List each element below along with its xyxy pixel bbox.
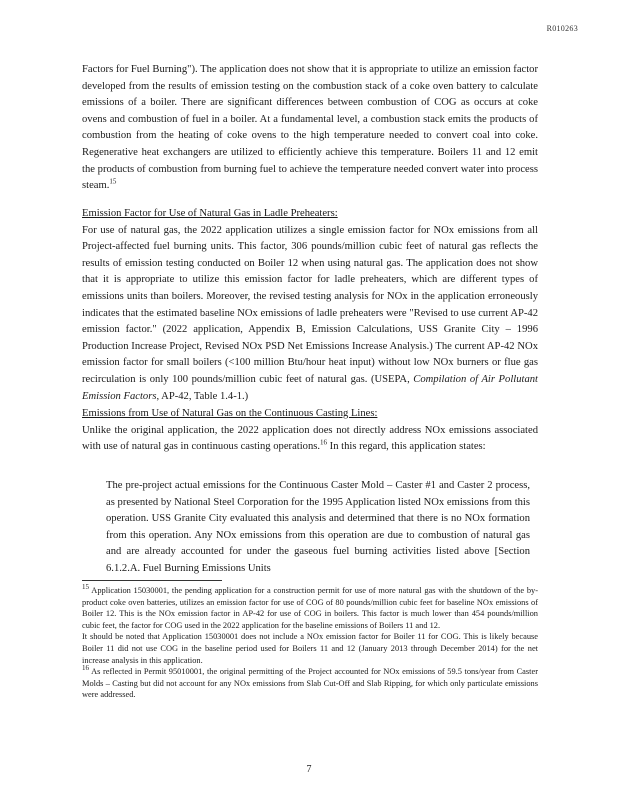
section-continuous-casting	[82, 406, 538, 456]
footnote-15-continued: It should be noted that Application 15030001 does not include a NOx emission factor for Boiler 11 for COG. This is likely because Boiler 11 did not use COG in the baseline period used for Boilers 11 and 12 (January 2013 through December 2014) for the net increase analysis in this application.	[82, 632, 538, 665]
footnote-15	[82, 585, 538, 631]
section-heading-continuous-casting: Emissions from Use of Natural Gas on the Continuous Casting Lines:	[82, 408, 378, 419]
paragraph-text	[82, 62, 538, 195]
footnote-15-text: Application 15030001, the pending application for a construction permit for use of more natural gas with the shutdown of the by-product coke oven batteries, utilizes an emission factor for use of COG of 80 pounds/million cubic feet for baseline NOx emissions of Boiler 12. This is the NOx emission factor in AP-42 for use of COG in boilers. This factor is much lower than 454 pounds/million cubic feet, the factor for COG used in the 2022 application for the baseline emissions of Boilers 11 and 12.	[82, 586, 538, 630]
section-text-end: In this regard, this application states:	[327, 441, 486, 453]
footnote-marker-16: 16	[82, 664, 89, 673]
section-text: For use of natural gas, the 2022 application utilizes a single emission factor for NOx emissions from all Project-affected fuel burning units. This factor, 306 pounds/million cubic feet of natural gas reflects the results of emission testing conducted on Boiler 12 when using natural gas. The application does not show that it is appropriate to utilize this emission factor for ladle preheaters, which are different types of emissions units than boilers. Moreover, the revised testing analysis for NOx in the application erroneously indicates that the estimated baseline NOx emissions of ladle preheaters were "Revised to use current AP-42 emission factor." (2022 application, Appendix B, Emission Calculations, USS Granite City – 1996 Production Increase Project, Revised NOx PSD Net Emissions Increase Analysis.) The current AP-42 NOx emission factor for small boilers (<100 million Btu/hour heat input) without low NOx burners or flue gas recirculation is only 100 pounds/million cubic feet of natural gas. (USEPA,	[82, 224, 538, 385]
block-quote: The pre-project actual emissions for the Continuous Caster Mold – Caster #1 and Caster 2 process, as presented by National Steel Corporation for the 1995 Application listed NOx emissions from this operation. USS Granite City evaluated this analysis and determined that there is no NOx formation from this operation. Any NOx emissions from this operation are due to combustion of natural gas and are already accounted for under the gaseous fuel burning activities listed above [Section 6.1.2.A. Fuel Burning Emissions Units	[106, 480, 530, 574]
paragraph-boiler-combustion	[82, 62, 538, 195]
page-number: 7	[306, 764, 312, 775]
paragraph-text-main: Factors for Fuel Burning"). The application does not show that it is appropriate to utilize an emission factor developed from the results of emission testing on the combustion stack of a coke oven battery to calculate emissions of a boiler. There are significant differences between combustion of COG as occurs at coke ovens and combustion of fuel in a boiler. At a fundamental level, a combustion stack emits the products of combustion from the heating of coke ovens to the high temperature needed to convert coal into coke. Regenerative heat exchangers are utilized to efficiently achieve this temperature. Boilers 11 and 12 emit the products of combustion from burning fuel to achieve the temperature needed convert water into process steam.	[82, 64, 538, 192]
reference-end: , AP-42, Table 1.4-1.)	[156, 390, 249, 402]
footnote-divider	[82, 580, 222, 581]
footnote-16	[82, 666, 538, 701]
section-body	[82, 206, 538, 405]
section-text: Unlike the original application, the 2022 application does not directly address NOx emissions associated with use of natural gas in continuous casting operations.	[82, 424, 538, 453]
footnote-ref-15: 15	[109, 177, 117, 186]
footnotes	[82, 585, 538, 701]
section-ladle-preheaters	[82, 206, 538, 405]
section-body	[82, 406, 538, 456]
footnote-16-text: As reflected in Permit 95010001, the original permitting of the Project accounted for NOx emissions of 59.5 tons/year from Caster Molds – Casting but did not account for any NOx emissions from Slab Cut-Off and Slab Ripping, for which only particulate emissions were addressed.	[82, 667, 538, 700]
footnote-ref-16: 16	[320, 438, 328, 447]
document-id: R010263	[546, 24, 578, 33]
section-heading-ladle-preheaters: Emission Factor for Use of Natural Gas in Ladle Preheaters:	[82, 208, 338, 219]
reference-title: Compilation of Air Pollutant Emission Factors	[82, 373, 538, 402]
footnote-marker-15: 15	[82, 583, 89, 592]
